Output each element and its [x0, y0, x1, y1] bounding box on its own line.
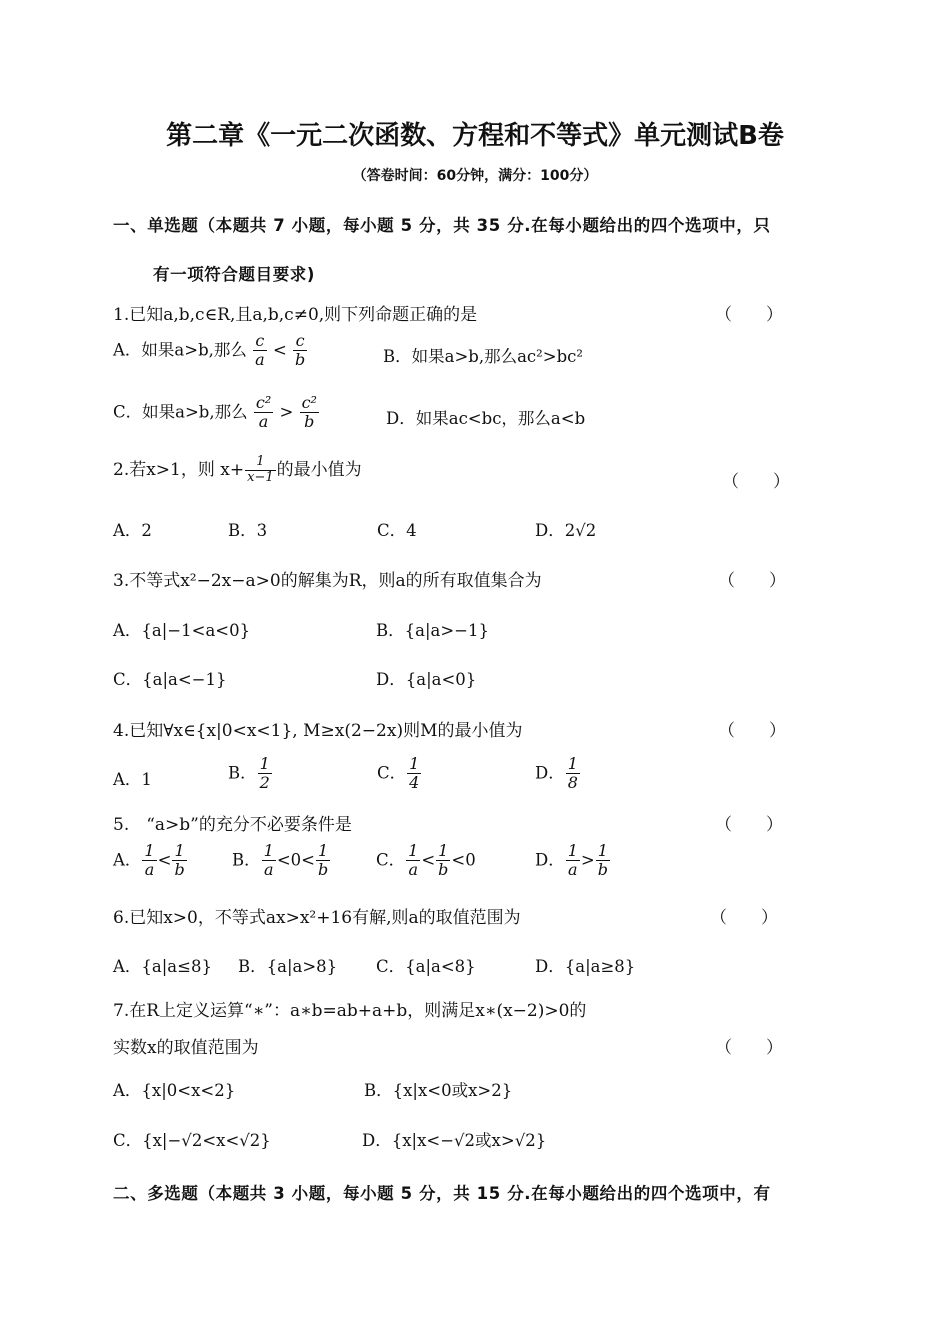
- q5-option-a[interactable]: [113, 842, 188, 880]
- relation: <: [157, 850, 172, 870]
- fraction: $\frac{1}{x-1}$: [247, 454, 274, 485]
- q3-option-b[interactable]: B．{a|a>−1}: [376, 621, 490, 640]
- q4-option-a[interactable]: A．1: [113, 770, 152, 789]
- q7-option-c[interactable]: C．{x|−√2<x<√2}: [113, 1131, 271, 1150]
- relation: <: [451, 850, 466, 870]
- q2-option-a[interactable]: A．2: [113, 521, 152, 540]
- q3-option-d[interactable]: D．{a|a<0}: [376, 670, 477, 689]
- answer-bracket: （ ）: [722, 472, 790, 492]
- q2-option-d[interactable]: D．2√2: [535, 521, 597, 540]
- q3-option-c[interactable]: C．{a|a<−1}: [113, 670, 227, 689]
- stem-part: 的最小值为: [276, 460, 362, 480]
- q7-option-b[interactable]: B．{x|x<0或x>2}: [364, 1081, 513, 1100]
- fraction: $\frac{1}{2}$: [259, 754, 270, 793]
- answer-bracket: （ ）: [710, 908, 778, 928]
- q5-option-d[interactable]: [535, 842, 611, 880]
- section-2-heading: 二、多选题（本题共 3 小题，每小题 5 分，共 15 分.在每小题给出的四个选项中，有: [113, 1184, 771, 1203]
- fraction: $\frac{1}{a}$: [263, 841, 274, 880]
- option-label: C．: [377, 763, 407, 783]
- answer-bracket: （ ）: [715, 1038, 783, 1058]
- question-3-stem: 3.不等式x²−2x−a>0的解集为R，则a的所有取值集合为: [113, 571, 542, 591]
- q1-option-c[interactable]: [113, 394, 320, 432]
- q4-option-c[interactable]: [377, 755, 422, 793]
- q3-option-a[interactable]: A．{a|−1<a<0}: [113, 621, 251, 640]
- question-7-stem: 7.在R上定义运算“∗”：a∗b=ab+a+b，则满足x∗(x−2)>0的: [113, 1001, 587, 1021]
- relation: <: [421, 850, 436, 870]
- q2-option-b[interactable]: B．3: [228, 521, 268, 540]
- answer-bracket: （ ）: [715, 305, 783, 325]
- q4-option-b[interactable]: [228, 755, 273, 793]
- fraction: $\frac{c}{a}$: [255, 331, 265, 370]
- fraction: $\frac{1}{b}$: [174, 841, 185, 880]
- q1-option-b[interactable]: B．如果a>b,那么ac²>bc²: [383, 347, 584, 366]
- fraction: $\frac{1}{8}$: [567, 754, 578, 793]
- relation: >: [279, 402, 294, 422]
- fraction: $\frac{1}{b}$: [317, 841, 329, 880]
- fraction: $\frac{\text{c²}}{b}$: [301, 393, 317, 432]
- fraction: $\frac{c}{b}$: [295, 331, 306, 370]
- q6-option-a[interactable]: A．{a|a≤8}: [113, 957, 212, 976]
- fraction: $\frac{1}{b}$: [438, 841, 449, 880]
- option-label: B．: [228, 763, 257, 783]
- fraction: $\frac{1}{a}$: [144, 841, 155, 880]
- option-label: B．: [232, 850, 261, 870]
- q1-option-a[interactable]: [113, 332, 308, 370]
- fraction: $\frac{1}{4}$: [409, 754, 420, 793]
- relation: <: [276, 850, 291, 870]
- q5-option-c[interactable]: [376, 842, 476, 880]
- option-label: A．: [113, 850, 142, 870]
- answer-bracket: （ ）: [715, 815, 783, 835]
- section-1-heading-cont: 有一项符合题目要求): [153, 265, 316, 284]
- relation: <: [272, 340, 287, 360]
- q6-option-c[interactable]: C．{a|a<8}: [376, 957, 476, 976]
- q5-option-b[interactable]: [232, 842, 331, 880]
- answer-bracket: （ ）: [718, 571, 786, 591]
- question-4-stem: 4.已知∀x∈{x|0<x<1}, M≥x(2−2x)则M的最小值为: [113, 721, 523, 741]
- question-5-stem: 5. “a>b”的充分不必要条件是: [113, 815, 352, 835]
- fraction: $\frac{1}{a}$: [408, 841, 419, 880]
- q4-option-d[interactable]: [535, 755, 581, 793]
- question-7-stem-cont: 实数x的取值范围为: [113, 1038, 259, 1058]
- q7-option-d[interactable]: D．{x|x<−√2或x>√2}: [362, 1131, 547, 1150]
- document-title: 第二章《一元二次函数、方程和不等式》单元测试B卷: [166, 121, 784, 151]
- q2-option-c[interactable]: C．4: [377, 521, 417, 540]
- option-label: C．: [376, 850, 406, 870]
- zero: 0: [290, 850, 302, 870]
- fraction: $\frac{\text{c²}}{a}$: [255, 393, 272, 432]
- option-label: C．如果a>b,那么: [113, 402, 248, 422]
- q1-option-d[interactable]: D．如果ac<bc，那么a<b: [386, 409, 586, 428]
- relation: >: [580, 850, 595, 870]
- q6-option-b[interactable]: B．{a|a>8}: [238, 957, 338, 976]
- zero: 0: [465, 850, 476, 870]
- stem-part: 2.若x>1，则 x+: [113, 460, 245, 480]
- fraction: $\frac{1}{b}$: [597, 841, 608, 880]
- question-1-stem: 1.已知a,b,c∈R,且a,b,c≠0,则下列命题正确的是: [113, 305, 478, 325]
- q6-option-d[interactable]: D．{a|a≥8}: [535, 957, 636, 976]
- question-6-stem: 6.已知x>0，不等式ax>x²+16有解,则a的取值范围为: [113, 908, 521, 928]
- option-label: D．: [535, 850, 565, 870]
- option-label: D．: [535, 763, 565, 783]
- exam-info: （答卷时间：60分钟，满分：100分）: [352, 168, 598, 184]
- question-2-stem: [113, 455, 362, 486]
- relation: <: [301, 850, 315, 870]
- option-label: A．如果a>b,那么: [113, 340, 247, 360]
- q7-option-a[interactable]: A．{x|0<x<2}: [113, 1081, 236, 1100]
- answer-bracket: （ ）: [718, 721, 786, 741]
- section-1-heading: 一、单选题（本题共 7 小题，每小题 5 分，共 35 分.在每小题给出的四个选项中，只: [113, 216, 771, 235]
- fraction: $\frac{1}{a}$: [567, 841, 578, 880]
